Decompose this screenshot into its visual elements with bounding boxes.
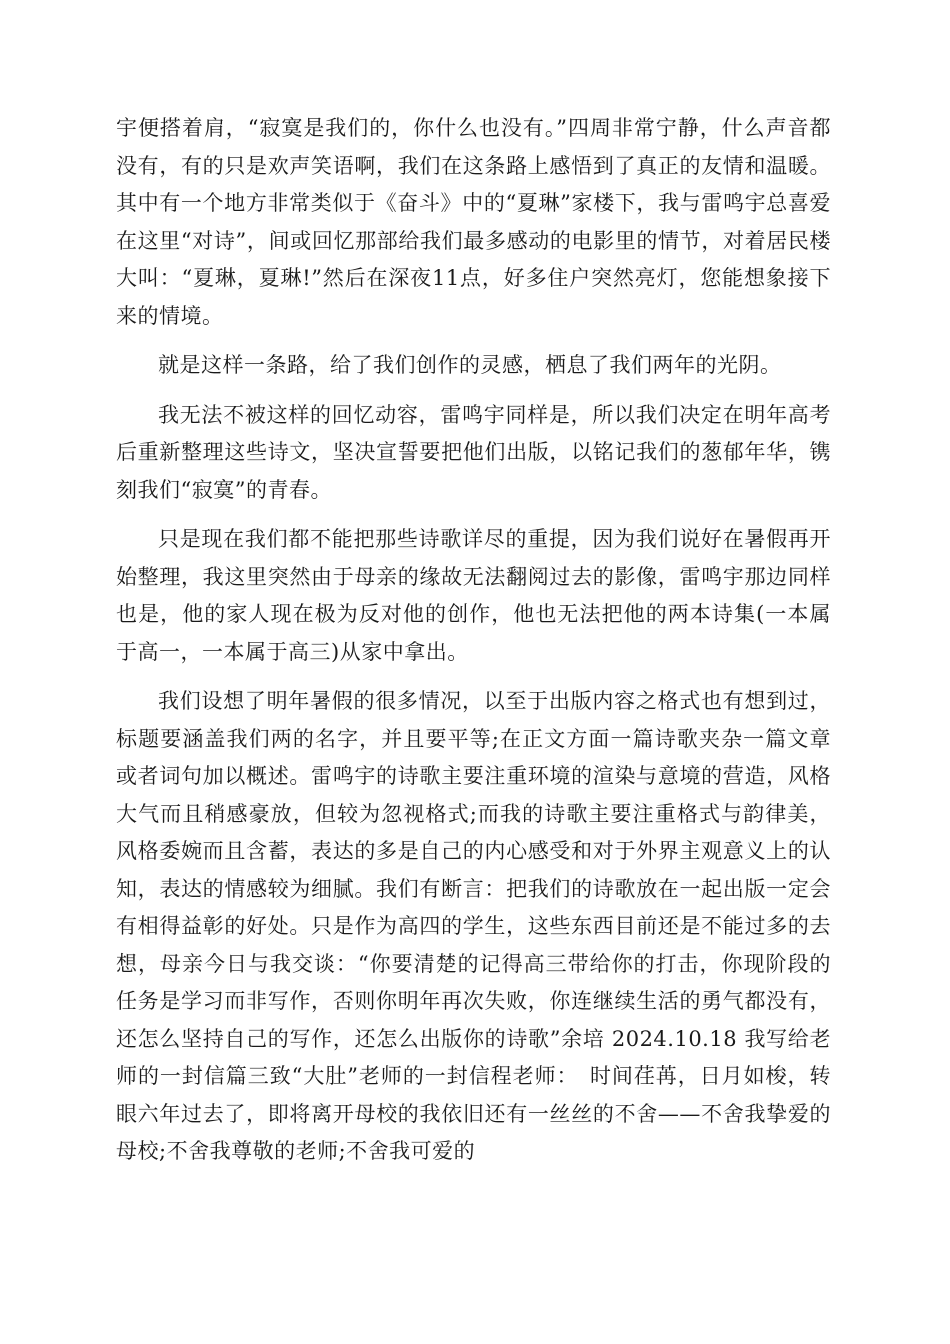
paragraph-4: 只是现在我们都不能把那些诗歌详尽的重提，因为我们说好在暑假再开始整理，我这里突然由于母亲的缘故无法翻阅过去的影像，雷鸣宇那边同样也是，他的家人现在极为反对他的创作，他也无法把他的两本诗集(一本属于高一，一本属于高三)从家中拿出。 <box>116 527 831 664</box>
paragraph-5: 我们设想了明年暑假的很多情况，以至于出版内容之格式也有想到过，标题要涵盖我们两的名字，并且要平等;在正文方面一篇诗歌夹杂一篇文章或者词句加以概述。雷鸣宇的诗歌主要注重环境的渲染与意境的营造，风格大气而且稍感豪放，但较为忽视格式;而我的诗歌主要注重格式与韵律美，风格委婉而且含蓄，表达的多是自己的内心感受和对于外界主观意义上的认知，表达的情感较为细腻。我们有断言：把我们的诗歌放在一起出版一定会有相得益彰的好处。只是作为高四的学生，这些东西目前还是不能过多的去想，母亲今日与我交谈：“你要清楚的记得高三带给你的打击，你现阶段的任务是学习而非写作，否则你明年再次失败，你连继续生活的勇气都没有，还怎么坚持自己的写作，还怎么出版你的诗歌”余培 2024.10.18 我写给老师的一封信篇三致“大肚”老师的一封信程老师： 时间荏苒，日月如梭，转眼六年过去了，即将离开母校的我依旧还有一丝丝的不舍——不舍我挚爱的母校;不舍我尊敬的老师;不舍我可爱的 <box>116 689 831 1163</box>
paragraph-3: 我无法不被这样的回忆动容，雷鸣宇同样是，所以我们决定在明年高考后重新整理这些诗文，坚决宣誓要把他们出版，以铭记我们的葱郁年华，镌刻我们“寂寞”的青春。 <box>116 402 831 502</box>
paragraph-1: 宇便搭着肩，“寂寞是我们的，你什么也没有。”四周非常宁静，什么声音都没有，有的只是欢声笑语啊，我们在这条路上感悟到了真正的友情和温暖。其中有一个地方非常类似于《奋斗》中的“夏琳”家楼下，我与雷鸣宇总喜爱在这里“对诗”，间或回忆那部给我们最多感动的电影里的情节，对着居民楼大叫：“夏琳，夏琳!”然后在深夜11点，好多住户突然亮灯，您能想象接下来的情境。 <box>116 116 831 328</box>
document-body <box>116 110 831 1183</box>
paragraph-2: 就是这样一条路，给了我们创作的灵感，栖息了我们两年的光阴。 <box>158 353 782 377</box>
